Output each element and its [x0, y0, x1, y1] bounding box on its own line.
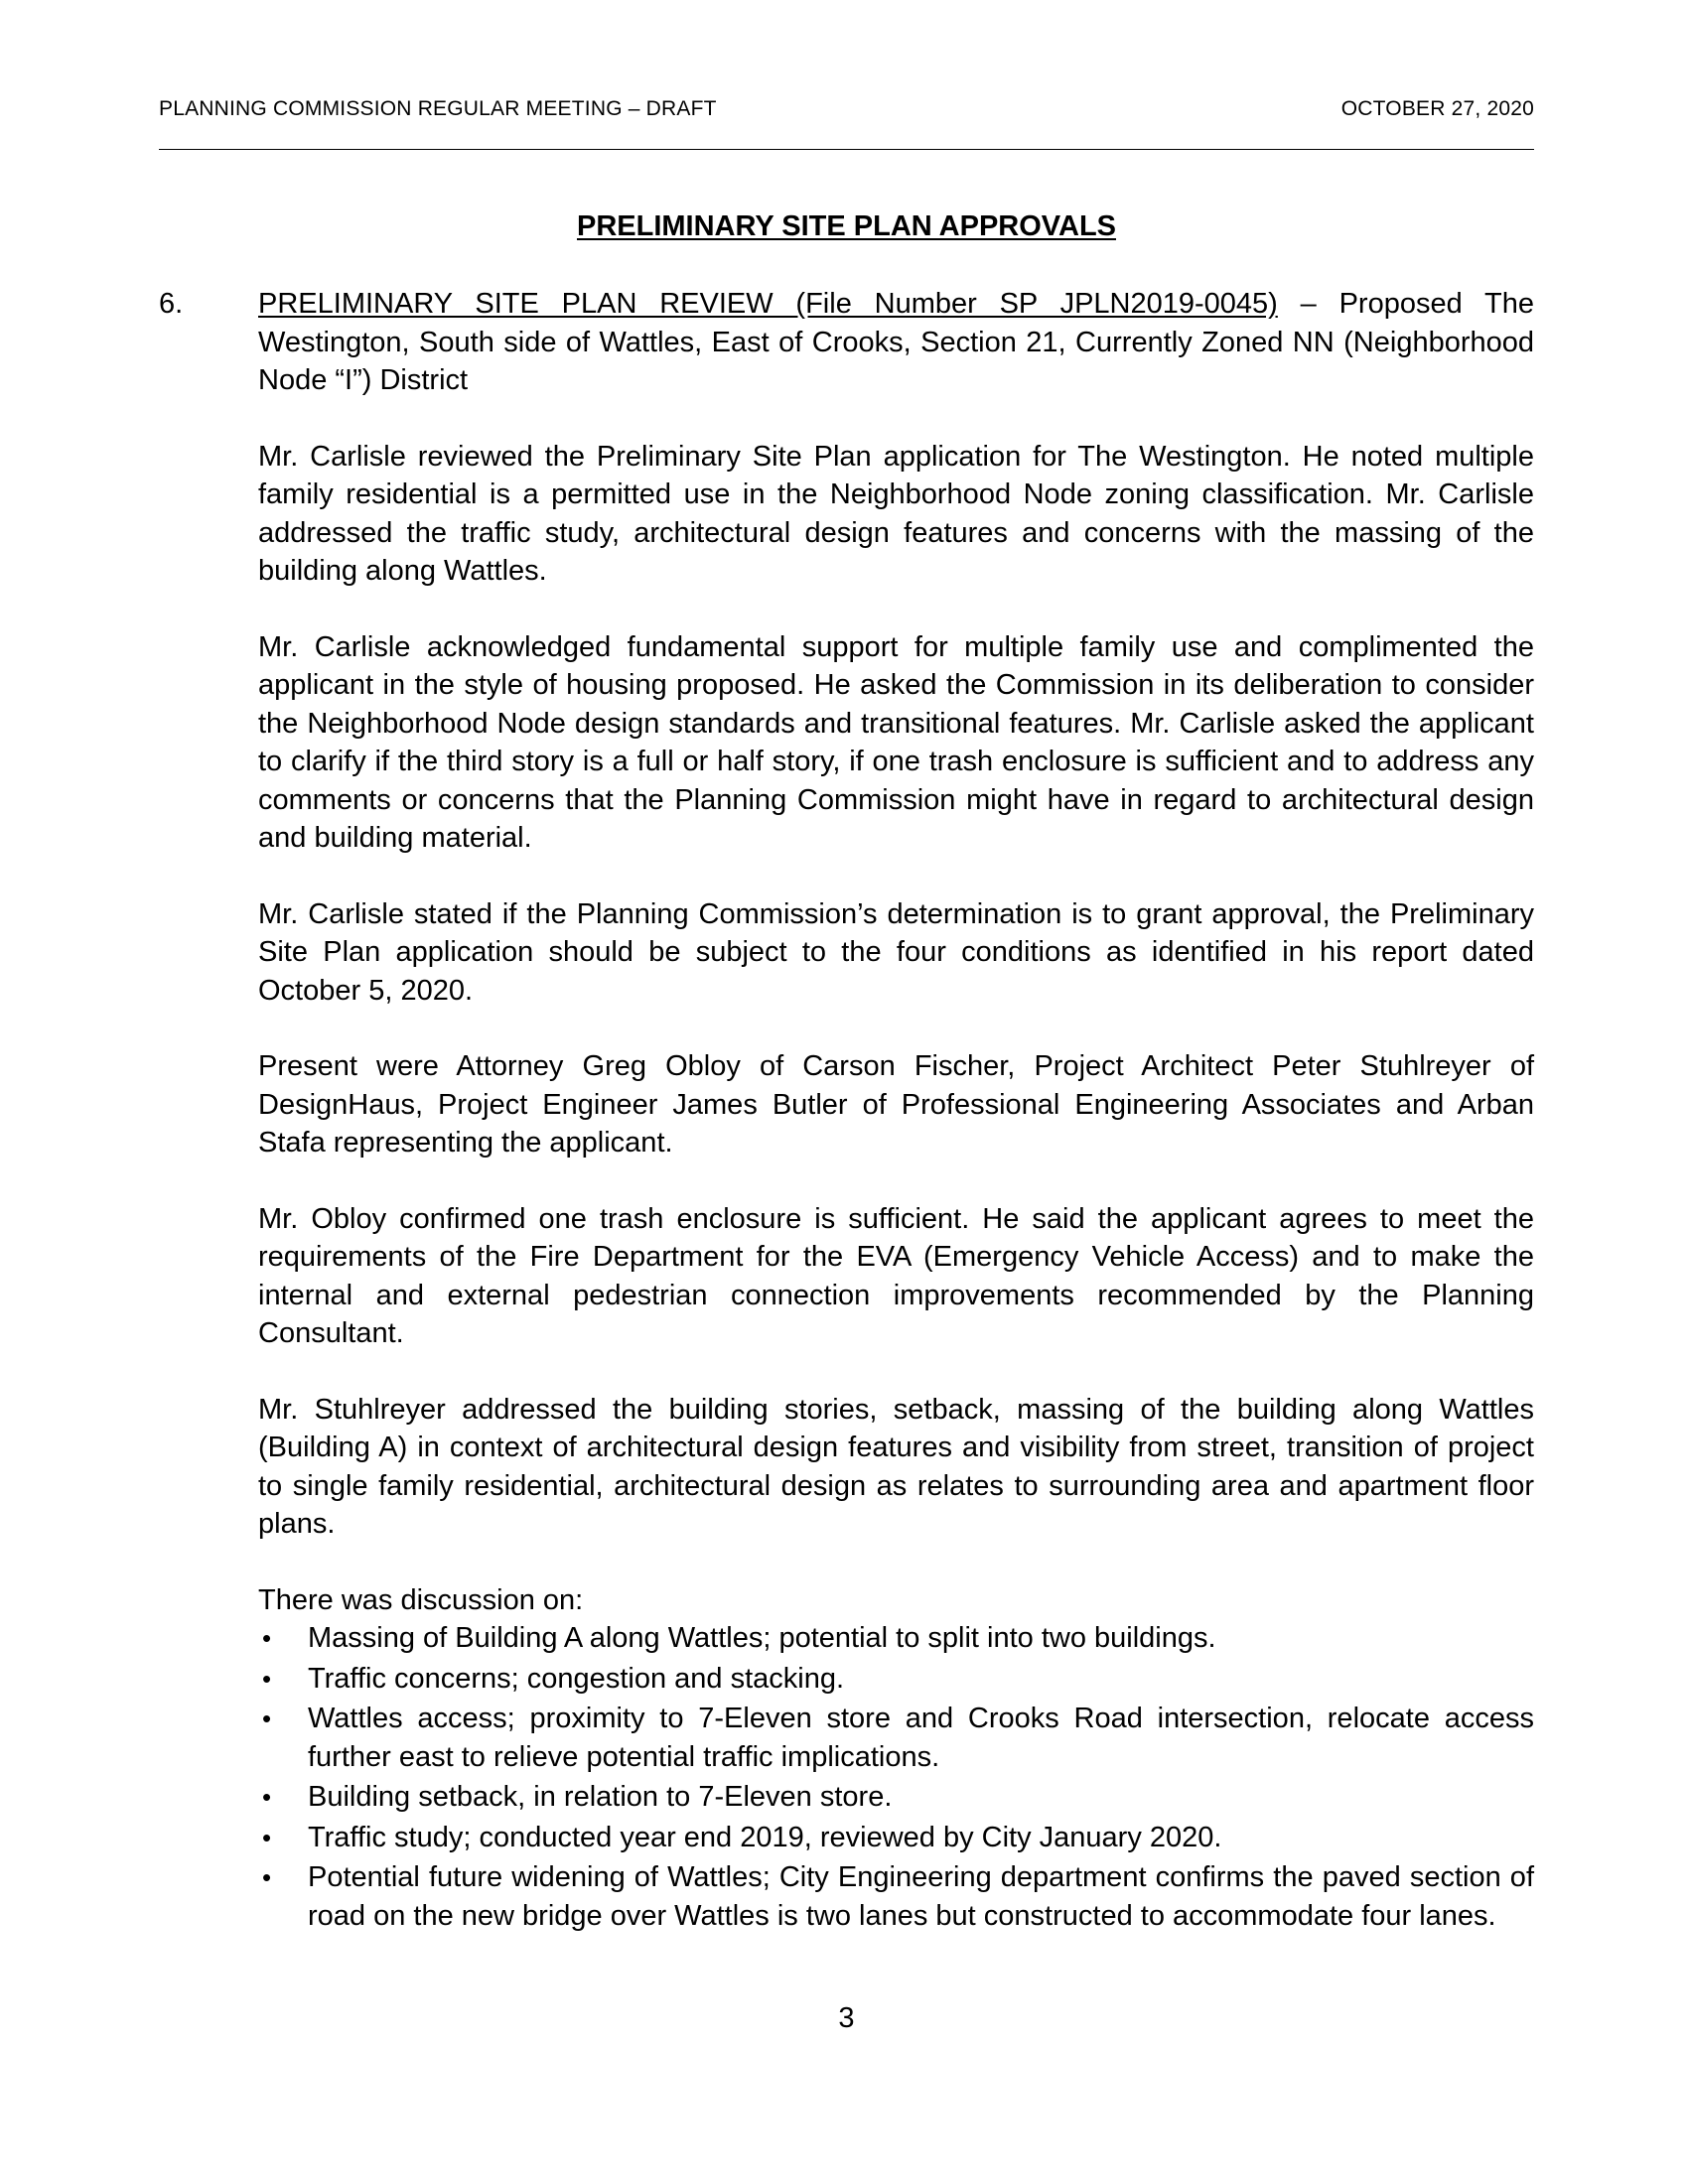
bullet-icon: • — [262, 1704, 272, 1733]
agenda-item-number: 6. — [159, 288, 184, 320]
list-item — [258, 1858, 1534, 1935]
header-meeting-title: PLANNING COMMISSION REGULAR MEETING – DRAFT — [159, 97, 717, 120]
discussion-list — [258, 1619, 1534, 1935]
paragraph-stuhlreyer: Mr. Stuhlreyer addressed the building stories, setback, massing of the building along Wattles (Building A) in context of architectural design features and visibility from street, transition of project to single family residential, architectural design as relates to surrounding area and apartment floor plans. — [258, 1393, 1534, 1540]
paragraph-staff-review: Mr. Carlisle reviewed the Preliminary Site Plan application for The Westington. He noted multiple family residential is a permitted use in the Neighborhood Node zoning classification. Mr. Carlisle addressed the traffic study, architectural design features and concerns with the massing of the building along Wattles. — [258, 440, 1534, 587]
list-item — [258, 1619, 1534, 1658]
list-item — [258, 1819, 1534, 1857]
list-item-text: Building setback, in relation to 7-Eleven store. — [308, 1781, 893, 1813]
header-meeting-date: OCTOBER 27, 2020 — [1340, 97, 1534, 120]
bullet-icon: • — [262, 1782, 272, 1812]
page-header — [159, 97, 1534, 121]
agenda-item-title-underlined: PRELIMINARY SITE PLAN REVIEW (File Number SP JPLN2019-0045) — [258, 288, 1278, 320]
paragraph-conditions: Mr. Carlisle stated if the Planning Commission’s determination is to grant approval, the Preliminary Site Plan application should be subject to the four conditions as identified in his report dated October 5, 2020. — [258, 897, 1534, 1007]
list-item — [258, 1700, 1534, 1776]
bullet-icon: • — [262, 1862, 272, 1892]
header-rule — [159, 149, 1534, 150]
section-heading: PRELIMINARY SITE PLAN APPROVALS — [577, 210, 1116, 242]
list-item-text: Wattles access; proximity to 7-Eleven store and Crooks Road intersection, relocate access further east to relieve potential traffic implications. — [308, 1703, 1534, 1773]
list-item-text: Traffic concerns; congestion and stacking. — [308, 1662, 845, 1695]
list-item-text: Potential future widening of Wattles; City Engineering department confirms the paved section of road on the new bridge over Wattles is two lanes but constructed to accommodate four lanes. — [308, 1861, 1534, 1932]
agenda-item-title-description: – Proposed The Westington, South side of Wattles, East of Crooks, Section 21, Currently Zoned NN (Neighborhood Node “I”) District — [258, 288, 1534, 396]
agenda-item-title — [258, 285, 1534, 400]
paragraph-obloy: Mr. Obloy confirmed one trash enclosure is sufficient. He said the applicant agrees to meet the requirements of the Fire Department for the EVA (Emergency Vehicle Access) and to make the internal and external pedestrian connection improvements recommended by the Planning Consultant. — [258, 1202, 1534, 1349]
page-number: 3 — [838, 2002, 855, 2034]
discussion-intro: There was discussion on: — [258, 1583, 584, 1616]
paragraph-attendees: Present were Attorney Greg Obloy of Carson Fischer, Project Architect Peter Stuhlreyer of DesignHaus, Project Engineer James Butler of Professional Engineering Associates and Arban Stafa representing the applicant. — [258, 1050, 1534, 1159]
paragraph-staff-support: Mr. Carlisle acknowledged fundamental support for multiple family use and complimented the applicant in the style of housing proposed. He asked the Commission in its deliberation to consider the Neighborhood Node design standards and transitional features. Mr. Carlisle asked the applicant to clarify if the third story is a full or half story, if one trash enclosure is sufficient and to address any comments or concerns that the Planning Commission might have in regard to architectural design and building material. — [258, 630, 1534, 854]
list-item-text: Massing of Building A along Wattles; potential to split into two buildings. — [308, 1622, 1216, 1654]
document-page — [159, 0, 1534, 2184]
list-item — [258, 1778, 1534, 1817]
agenda-item-body — [258, 285, 1534, 1937]
bullet-icon: • — [262, 1822, 272, 1852]
bullet-icon: • — [262, 1623, 272, 1653]
list-item-text: Traffic study; conducted year end 2019, reviewed by City January 2020. — [308, 1821, 1222, 1853]
list-item — [258, 1660, 1534, 1699]
bullet-icon: • — [262, 1663, 272, 1694]
